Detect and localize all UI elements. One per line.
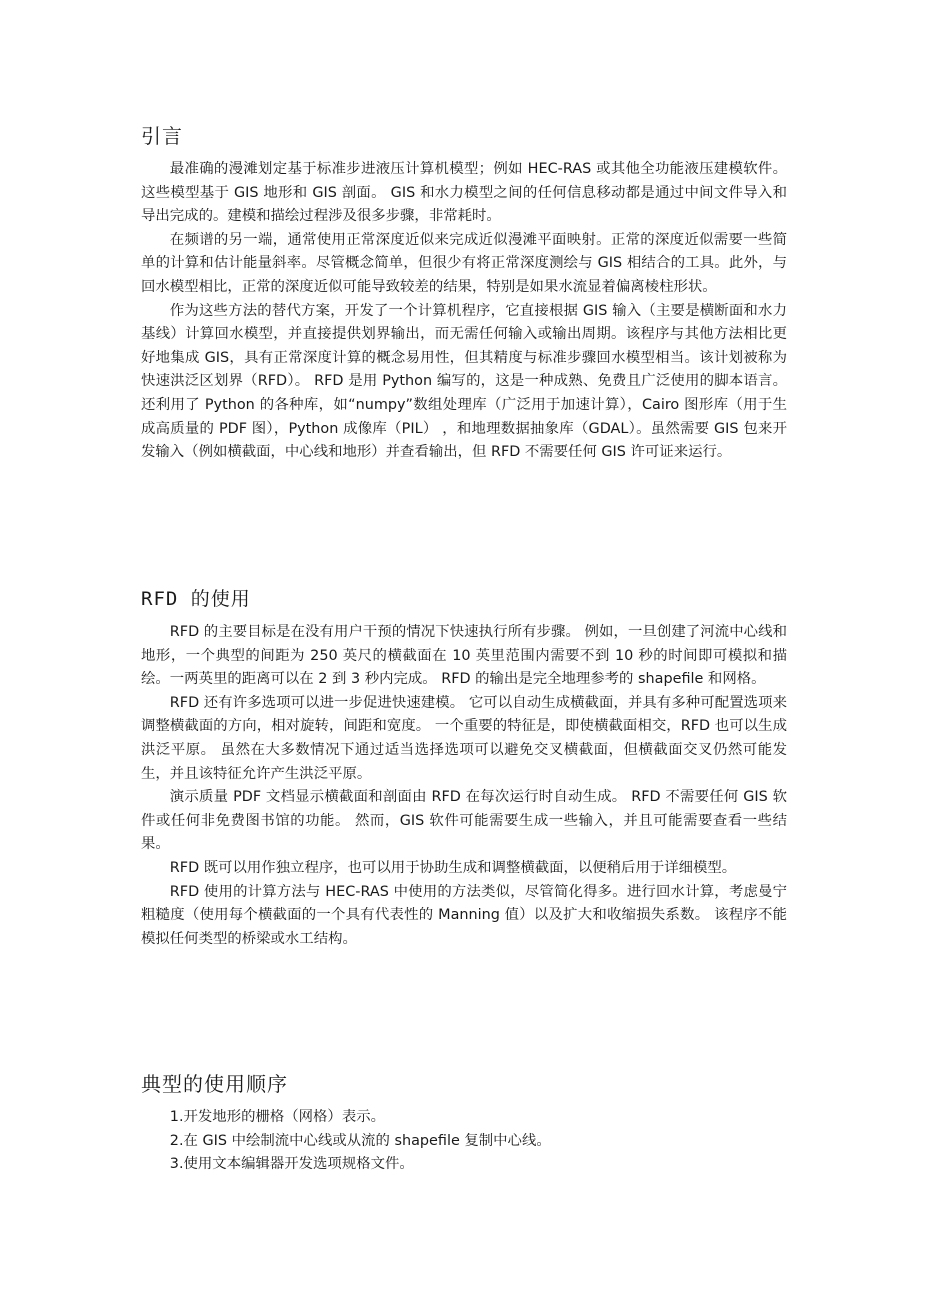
- list-item: 1.开发地形的栅格（网格）表示。: [169, 1109, 385, 1125]
- paragraph: 演示质量 PDF 文档显示横截面和剖面由 RFD 在每次运行时自动生成。 RFD 不需要任何 GIS 软件或任何非免费图书馆的功能。 然而，GIS 软件可能需要生成一些输入，并且可能需要查看一些结果。: [141, 789, 787, 853]
- section-rfd-usage: [141, 585, 787, 951]
- paragraph: 作为这些方法的替代方案，开发了一个计算机程序，它直接根据 GIS 输入（主要是横断面和水力基线）计算回水模型，并直接提供划界输出，而无需任何输入或输出周期。该程序与其他方法相比更好地集成 GIS，具有正常深度计算的概念易用性，但其精度与标准步骤回水模型相当。该计划被称为快速洪泛区划界（RFD）。 RFD 是用 Python 编写的，这是一种成熟、免费且广泛使用的脚本语言。还利用了 Python 的各种库，如“numpy”数组处理库（广泛用于加速计算），Cairo 图形库（用于生成高质量的 PDF 图），Python 成像库（PIL） ，和地理数据抽象库（GDAL）。虽然需要 GIS 包来开发输入（例如横截面，中心线和地形）并查看输出，但 RFD 不需要任何 GIS 许可证来运行。: [141, 302, 787, 461]
- paragraph: 在频谱的另一端，通常使用正常深度近似来完成近似漫滩平面映射。正常的深度近似需要一些简单的计算和估计能量斜率。尽管概念简单，但很少有将正常深度测绘与 GIS 相结合的工具。此外，与回水模型相比，正常的深度近似可能导致较差的结果，特别是如果水流显着偏离棱柱形状。: [141, 231, 787, 295]
- list-item: 2.在 GIS 中绘制流中心线或从流的 shapefile 复制中心线。: [169, 1132, 551, 1149]
- paragraph: RFD 使用的计算方法与 HEC-RAS 中使用的方法类似，尽管简化得多。进行回水计算，考虑曼宁粗糙度（使用每个横截面的一个具有代表性的 Manning 值）以及扩大和收缩损失系数。 该程序不能模拟任何类型的桥梁或水工结构。: [141, 883, 787, 947]
- sequence-list: [141, 1106, 787, 1177]
- section-body: [141, 158, 787, 465]
- section-heading: RFD 的使用: [141, 588, 251, 610]
- paragraph: RFD 既可以用作独立程序，也可以用于协助生成和调整横截面，以便稍后用于详细模型。: [169, 859, 737, 876]
- paragraph: RFD 还有许多选项可以进一步促进快速建模。 它可以自动生成横截面，并具有多种可配置选项来调整横截面的方向，相对旋转，间距和宽度。 一个重要的特征是，即使横截面相交，RFD 也可以生成洪泛平原。 虽然在大多数情况下通过适当选择选项可以避免交叉横截面，但横截面交叉仍然可能发生，并且该特征允许产生洪泛平原。: [141, 694, 787, 782]
- list-item: 3.使用文本编辑器开发选项规格文件。: [169, 1156, 414, 1173]
- section-heading: 引言: [141, 124, 183, 148]
- paragraph: RFD 的主要目标是在没有用户干预的情况下快速执行所有步骤。 例如，一旦创建了河流中心线和地形，一个典型的间距为 250 英尺的横截面在 10 英里范围内需要不到 10 秒的时间即可模拟和描绘。一两英里的距离可以在 2 到 3 秒内完成。 RFD 的输出是完全地理参考的 shapefile 和网格。: [141, 624, 787, 688]
- section-typical-sequence: [141, 1070, 787, 1177]
- paragraph: 最准确的漫滩划定基于标准步进液压计算机模型；例如 HEC-RAS 或其他全功能液压建模软件。这些模型基于 GIS 地形和 GIS 剖面。 GIS 和水力模型之间的任何信息移动都是通过中间文件导入和导出完成的。建模和描绘过程涉及很多步骤，非常耗时。: [141, 161, 787, 225]
- section-heading: 典型的使用顺序: [141, 1072, 288, 1096]
- section-body: [141, 621, 787, 951]
- section-introduction: [141, 122, 787, 465]
